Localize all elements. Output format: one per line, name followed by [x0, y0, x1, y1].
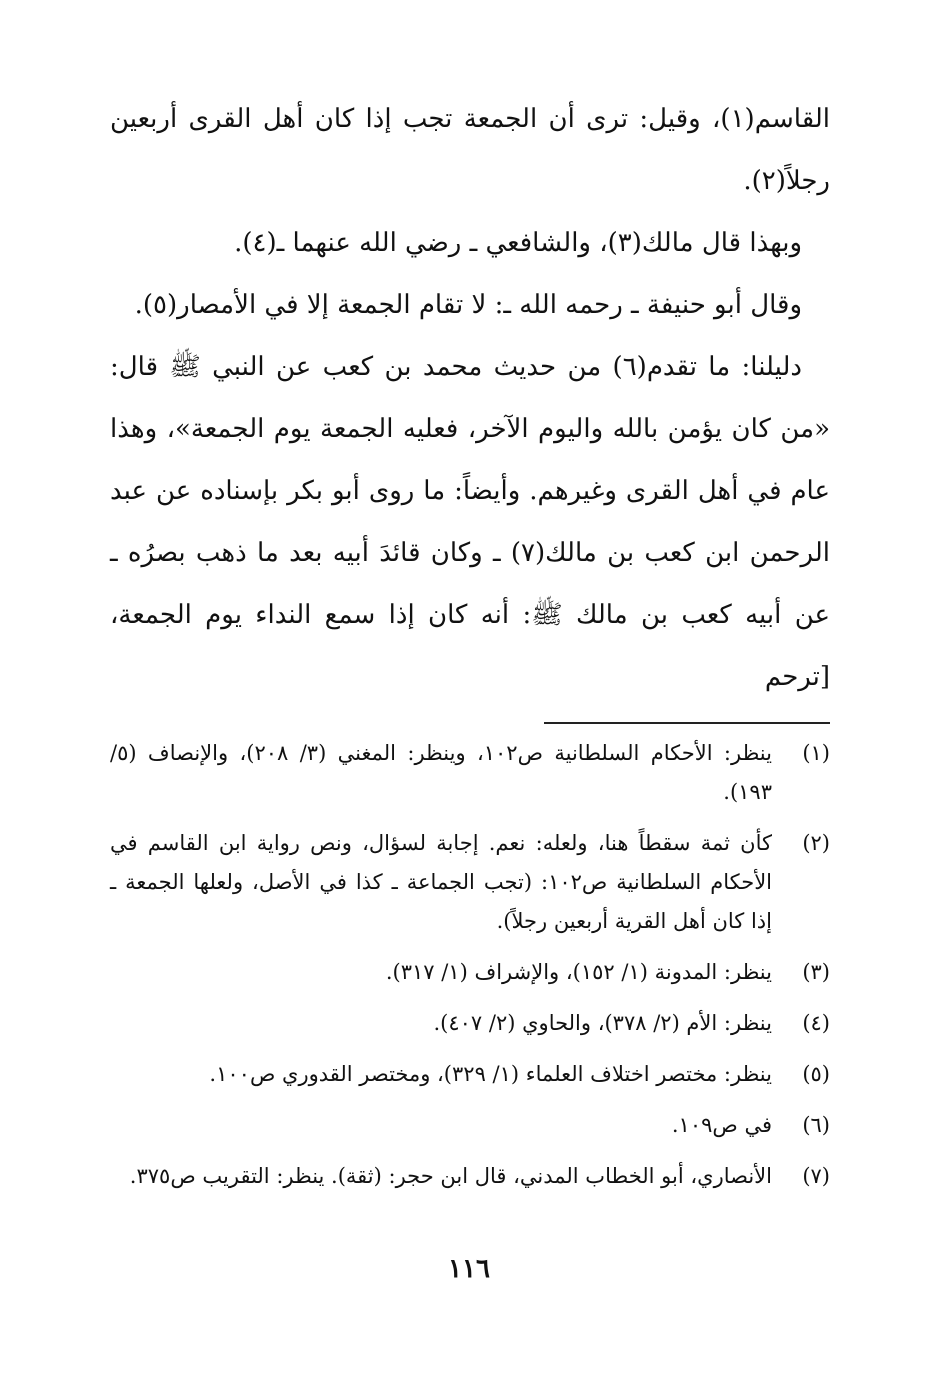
footnote-item [110, 1055, 830, 1094]
footnote-number: (٤) [802, 1011, 830, 1035]
footnote-text: الأنصاري، أبو الخطاب المدني، قال ابن حجر: (ثقة). ينظر: التقريب ص٣٧٥. [129, 1164, 772, 1188]
main-paragraph: وقال أبو حنيفة ـ رحمه الله ـ: لا تقام الجمعة إلا في الأمصار(٥). [134, 290, 802, 320]
footnote-number: (٢) [802, 831, 830, 855]
main-paragraph: وبهذا قال مالك(٣)، والشافعي ـ رضي الله عنهما ـ(٤). [234, 228, 802, 258]
footnotes [110, 734, 830, 1196]
footnote-item [110, 734, 830, 812]
footnote-number: (٦) [802, 1113, 830, 1137]
footnote-text: ينظر: الأم (٢/ ٣٧٨)، والحاوي (٢/ ٤٠٧). [433, 1011, 772, 1035]
main-paragraph: دليلنا: ما تقدم(٦) من حديث محمد بن كعب عن النبي ﷺ قال: «من كان يؤمن بالله واليوم الآخر، فعليه الجمعة يوم الجمعة»، وهذا عام في أهل القرى وغيرهم. وأيضاً: ما روى أبو بكر بإسناده عن عبد الرحمن ابن كعب بن مالك(٧) ـ وكان قائدَ أبيه بعد ما ذهب بصرُه ـ عن أبيه كعب بن مالك ﷺ: أنه كان إذا سمع النداء يوم الجمعة، [ترحم [110, 352, 830, 692]
footnote-text: ينظر: المدونة (١/ ١٥٢)، والإشراف (١/ ٣١٧). [385, 960, 772, 984]
main-paragraph: القاسم(١)، وقيل: ترى أن الجمعة تجب إذا كان أهل القرى أربعين رجلاً(٢). [110, 104, 830, 196]
footnote-number: (٥) [802, 1062, 830, 1086]
footnote-number: (٣) [802, 960, 830, 984]
footnote-number: (١) [802, 741, 830, 765]
footnote-text: في ص١٠٩. [671, 1113, 772, 1137]
footnote-text: ينظر: مختصر اختلاف العلماء (١/ ٣٢٩)، ومختصر القدوري ص١٠٠. [209, 1062, 772, 1086]
footnote-text: ينظر: الأحكام السلطانية ص١٠٢، وينظر: المغني (٣/ ٢٠٨)، والإنصاف (٥/ ١٩٣). [110, 741, 772, 804]
page-number: ١١٦ [448, 1254, 490, 1284]
footnote-item [110, 1157, 830, 1196]
main-text [110, 88, 830, 708]
footnote-separator [544, 722, 830, 724]
footnote-item [110, 953, 830, 992]
footnote-text: كأن ثمة سقطاً هنا، ولعله: نعم. إجابة لسؤال، ونص رواية ابن القاسم في الأحكام السلطانية ص١٠٢: (تجب الجماعة ـ كذا في الأصل، ولعلها الجمعة ـ إذا كان أهل القرية أربعين رجلاً). [110, 831, 773, 933]
footnote-item [110, 1004, 830, 1043]
footnote-number: (٧) [802, 1164, 830, 1188]
book-page [110, 88, 830, 1208]
footnote-item [110, 1106, 830, 1145]
footnote-item [110, 824, 830, 941]
